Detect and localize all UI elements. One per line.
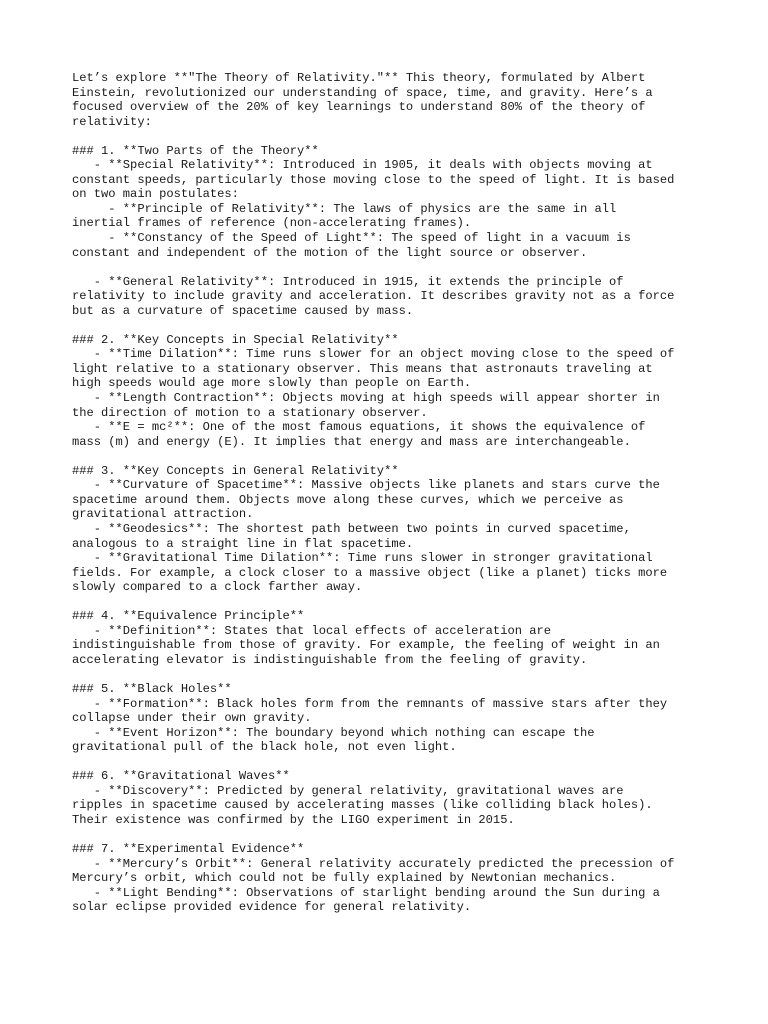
text-line: [72, 129, 712, 144]
text-line: Their existence was confirmed by the LIGO experiment in 2015.: [72, 812, 515, 827]
text-line: mass (m) and energy (E). It implies that energy and mass are interchangeable.: [72, 434, 631, 449]
text-line: relativity:: [72, 114, 152, 129]
text-line: slowly compared to a clock farther away.: [72, 580, 363, 595]
text-line: [72, 260, 712, 275]
text-line: - **Special Relativity**: Introduced in 1905, it deals with objects moving at: [72, 158, 653, 173]
text-line: high speeds would age more slowly than people on Earth.: [72, 376, 472, 391]
text-line: - **Principle of Relativity**: The laws of physics are the same in all: [72, 201, 617, 216]
text-line: Let’s explore **"The Theory of Relativity."** This theory, formulated by Albert: [72, 71, 646, 85]
text-line: relativity to include gravity and acceleration. It describes gravity not as a force: [72, 289, 675, 304]
text-line: - **Mercury’s Orbit**: General relativity accurately predicted the precession of: [72, 856, 675, 871]
text-line: inertial frames of reference (non-accelerating frames).: [72, 216, 472, 231]
text-line: - **E = mc²**: One of the most famous equations, it shows the equivalence of: [72, 420, 646, 435]
text-line: - **Length Contraction**: Objects moving at high speeds will appear shorter in: [72, 391, 660, 406]
text-line: ### 2. **Key Concepts in Special Relativity**: [72, 332, 399, 347]
text-line: spacetime around them. Objects move along these curves, which we perceive as: [72, 492, 624, 507]
text-line: Einstein, revolutionized our understanding of space, time, and gravity. Here’s a: [72, 85, 653, 100]
text-line: - **Event Horizon**: The boundary beyond which nothing can escape the: [72, 725, 595, 740]
text-line: ### 5. **Black Holes**: [72, 681, 232, 696]
text-line: on two main postulates:: [72, 187, 239, 202]
text-line: ### 3. **Key Concepts in General Relativity**: [72, 463, 399, 478]
text-line: collapse under their own gravity.: [72, 711, 312, 726]
text-line: light relative to a stationary observer. This means that astronauts traveling at: [72, 361, 653, 376]
text-line: the direction of motion to a stationary observer.: [72, 405, 428, 420]
text-line: Mercury’s orbit, which could not be fully explained by Newtonian mechanics.: [72, 871, 617, 886]
text-line: ### 7. **Experimental Evidence**: [72, 841, 305, 856]
text-line: - **Geodesics**: The shortest path between two points in curved spacetime,: [72, 521, 631, 536]
text-line: ### 4. **Equivalence Principle**: [72, 609, 305, 624]
text-line: ripples in spacetime caused by accelerating masses (like colliding black holes).: [72, 798, 653, 813]
text-line: - **Light Bending**: Observations of starlight bending around the Sun during a: [72, 885, 660, 900]
text-line: - **Curvature of Spacetime**: Massive objects like planets and stars curve the: [72, 478, 660, 493]
text-line: - **Definition**: States that local effects of acceleration are: [72, 623, 551, 638]
text-line: fields. For example, a clock closer to a massive object (like a planet) ticks more: [72, 565, 668, 580]
text-line: - **Time Dilation**: Time runs slower for an object moving close to the speed of: [72, 347, 675, 362]
document-body: [72, 71, 712, 915]
text-line: gravitational pull of the black hole, not even light.: [72, 740, 457, 755]
text-line: ### 6. **Gravitational Waves**: [72, 769, 290, 784]
text-line: constant and independent of the motion of the light source or observer.: [72, 245, 588, 260]
text-line: accelerating elevator is indistinguishable from the feeling of gravity.: [72, 652, 588, 667]
text-line: - **Gravitational Time Dilation**: Time runs slower in stronger gravitational: [72, 551, 653, 566]
text-line: [72, 449, 712, 464]
text-line: solar eclipse provided evidence for general relativity.: [72, 900, 472, 915]
text-line: but as a curvature of spacetime caused by mass.: [72, 303, 414, 318]
text-line: [72, 595, 712, 610]
text-line: analogous to a straight line in flat spacetime.: [72, 536, 414, 551]
text-line: - **Formation**: Black holes form from the remnants of massive stars after they: [72, 696, 668, 711]
text-line: [72, 667, 712, 682]
text-line: [72, 827, 712, 842]
text-line: - **General Relativity**: Introduced in 1915, it extends the principle of: [72, 274, 624, 289]
text-line: ### 1. **Two Parts of the Theory**: [72, 143, 319, 158]
text-line: - **Constancy of the Speed of Light**: The speed of light in a vacuum is: [72, 231, 631, 246]
text-line: focused overview of the 20% of key learnings to understand 80% of the theory of: [72, 100, 646, 115]
text-line: [72, 755, 712, 770]
text-line: constant speeds, particularly those moving close to the speed of light. It is based: [72, 172, 675, 187]
text-line: [72, 318, 712, 333]
text-line: - **Discovery**: Predicted by general relativity, gravitational waves are: [72, 783, 624, 798]
text-line: gravitational attraction.: [72, 507, 254, 522]
text-line: indistinguishable from those of gravity. For example, the feeling of weight in an: [72, 638, 660, 653]
